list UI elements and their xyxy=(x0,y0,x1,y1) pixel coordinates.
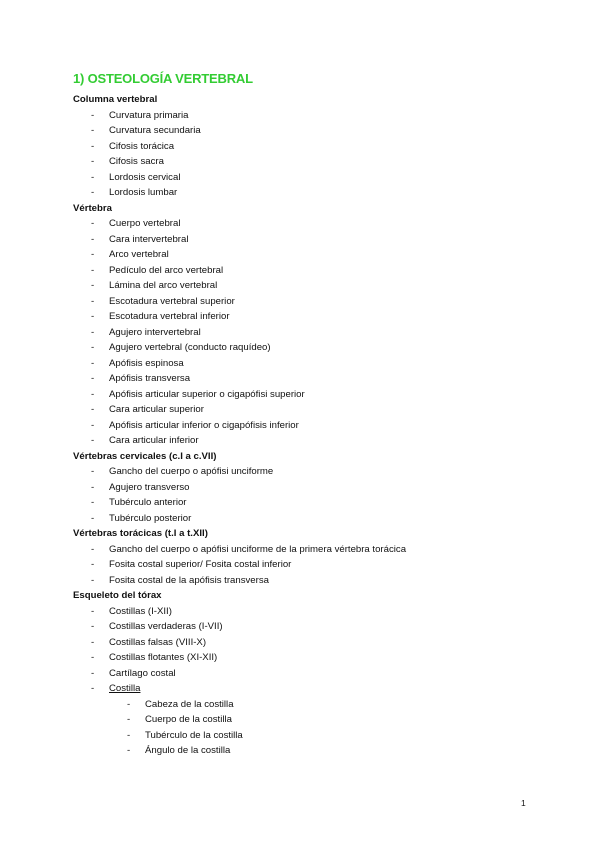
section-list xyxy=(73,604,573,759)
list-item-text: Costillas flotantes (XI-XII) xyxy=(109,652,218,663)
document-title: 1) OSTEOLOGÍA VERTEBRAL xyxy=(73,71,253,86)
list-item-text: Fosita costal de la apófisis transversa xyxy=(109,574,269,586)
bullet-dash: - xyxy=(91,512,95,524)
list-item-text: Apófisis articular inferior o cigapófisis inferior xyxy=(109,419,299,431)
list-item-text: Curvatura primaria xyxy=(109,109,189,121)
list-item-text: Costilla xyxy=(109,683,141,694)
bullet-dash: - xyxy=(91,218,95,229)
list-item-text: Curvatura secundaria xyxy=(109,125,201,136)
bullet-dash: - xyxy=(91,605,95,617)
list-item xyxy=(73,340,573,356)
list-item-text: Tubérculo posterior xyxy=(109,512,192,524)
bullet-dash: - xyxy=(91,140,95,152)
list-item xyxy=(73,418,573,434)
bullet-dash: - xyxy=(127,714,131,725)
list-item-text: Cara articular inferior xyxy=(109,435,199,446)
list-item xyxy=(73,511,573,527)
list-item-text: Cara articular superior xyxy=(109,404,204,415)
section-heading: Vértebras cervicales (c.I a c.VII) xyxy=(73,450,217,462)
section-heading: Columna vertebral xyxy=(73,94,158,105)
list-item-text: Fosita costal superior/ Fosita costal inferior xyxy=(109,559,292,570)
list-item xyxy=(73,433,573,449)
bullet-dash: - xyxy=(91,295,95,307)
list-item xyxy=(73,278,573,294)
bullet-dash: - xyxy=(91,652,95,663)
list-item xyxy=(73,542,573,558)
section-list xyxy=(73,464,573,526)
list-item xyxy=(73,650,573,666)
list-item-text: Agujero intervertebral xyxy=(109,326,201,338)
list-item-text: Apófisis transversa xyxy=(109,373,191,384)
list-item xyxy=(73,263,573,279)
sub-list-item xyxy=(73,728,573,744)
document-content xyxy=(73,92,573,759)
section-list xyxy=(73,108,573,201)
bullet-dash: - xyxy=(91,543,95,555)
list-item xyxy=(73,139,573,155)
list-item-text: Lámina del arco vertebral xyxy=(109,280,218,291)
list-item-text: Cifosis sacra xyxy=(109,156,164,167)
list-item-text: Agujero transverso xyxy=(109,481,190,493)
sub-list-item xyxy=(73,697,573,713)
list-item xyxy=(73,232,573,248)
bullet-dash: - xyxy=(91,187,95,198)
list-item-text: Costillas falsas (VIII-X) xyxy=(109,636,207,648)
bullet-dash: - xyxy=(91,280,95,291)
bullet-dash: - xyxy=(91,481,95,493)
list-item xyxy=(73,573,573,589)
list-item-text: Tubérculo de la costilla xyxy=(145,729,243,741)
bullet-dash: - xyxy=(91,326,95,338)
list-item xyxy=(73,325,573,341)
list-item xyxy=(73,402,573,418)
list-item xyxy=(73,356,573,372)
list-item-text: Cuerpo de la costilla xyxy=(145,714,232,725)
list-item-text: Apófisis espinosa xyxy=(109,357,184,369)
list-item-text: Tubérculo anterior xyxy=(109,497,187,508)
bullet-dash: - xyxy=(91,125,95,136)
bullet-dash: - xyxy=(91,466,95,477)
list-item xyxy=(73,635,573,651)
bullet-dash: - xyxy=(91,233,95,245)
list-item-text: Ángulo de la costilla xyxy=(145,745,231,756)
list-item xyxy=(73,216,573,232)
list-item-text: Costillas (I-XII) xyxy=(109,605,172,617)
list-item xyxy=(73,185,573,201)
list-item xyxy=(73,247,573,263)
sub-list-item xyxy=(73,712,573,728)
list-item xyxy=(73,294,573,310)
list-item-text: Cifosis torácica xyxy=(109,140,175,152)
list-item-text: Cabeza de la costilla xyxy=(145,698,234,710)
bullet-dash: - xyxy=(91,264,95,276)
list-item-text: Agujero vertebral (conducto raquídeo) xyxy=(109,342,271,353)
bullet-dash: - xyxy=(91,559,95,570)
list-item-text: Cara intervertebral xyxy=(109,233,189,245)
bullet-dash: - xyxy=(127,745,131,756)
list-item xyxy=(73,480,573,496)
list-item xyxy=(73,604,573,620)
list-item xyxy=(73,108,573,124)
bullet-dash: - xyxy=(91,171,95,183)
list-item-text: Cartílago costal xyxy=(109,667,176,679)
list-item-text: Lordosis lumbar xyxy=(109,187,178,198)
list-item xyxy=(73,154,573,170)
bullet-dash: - xyxy=(91,357,95,369)
list-item xyxy=(73,495,573,511)
list-item-text: Escotadura vertebral superior xyxy=(109,295,235,307)
bullet-dash: - xyxy=(91,435,95,446)
section-heading: Vértebra xyxy=(73,202,112,214)
bullet-dash: - xyxy=(91,667,95,679)
bullet-dash: - xyxy=(91,388,95,400)
bullet-dash: - xyxy=(91,636,95,648)
bullet-dash: - xyxy=(91,621,95,632)
bullet-dash: - xyxy=(91,419,95,431)
bullet-dash: - xyxy=(127,729,131,741)
list-item-text: Escotadura vertebral inferior xyxy=(109,311,230,322)
list-item-text: Cuerpo vertebral xyxy=(109,218,181,229)
section-list xyxy=(73,216,573,449)
bullet-dash: - xyxy=(91,109,95,121)
bullet-dash: - xyxy=(91,373,95,384)
list-item xyxy=(73,619,573,635)
bullet-dash: - xyxy=(91,311,95,322)
bullet-dash: - xyxy=(127,698,131,710)
page-number: 1 xyxy=(521,798,526,808)
list-item xyxy=(73,371,573,387)
bullet-dash: - xyxy=(91,574,95,586)
bullet-dash: - xyxy=(91,683,95,694)
list-item xyxy=(73,123,573,139)
bullet-dash: - xyxy=(91,404,95,415)
list-item xyxy=(73,464,573,480)
list-item-text: Apófisis articular superior o cigapófisi superior xyxy=(109,388,305,400)
bullet-dash: - xyxy=(91,249,95,260)
section-heading: Esqueleto del tórax xyxy=(73,590,162,601)
list-item xyxy=(73,387,573,403)
bullet-dash: - xyxy=(91,342,95,353)
list-item-text: Gancho del cuerpo o apófisi unciforme de la primera vértebra torácica xyxy=(109,543,407,555)
list-item-text: Gancho del cuerpo o apófisi unciforme xyxy=(109,466,274,477)
list-item xyxy=(73,170,573,186)
section-list xyxy=(73,542,573,589)
list-item xyxy=(73,309,573,325)
list-item xyxy=(73,557,573,573)
list-item-text: Costillas verdaderas (I-VII) xyxy=(109,621,223,632)
bullet-dash: - xyxy=(91,156,95,167)
list-item-text: Arco vertebral xyxy=(109,249,169,260)
sub-list-item xyxy=(73,743,573,759)
list-item-text: Pedículo del arco vertebral xyxy=(109,264,224,276)
section-heading: Vértebras torácicas (t.I a t.XII) xyxy=(73,528,208,539)
list-item-text: Lordosis cervical xyxy=(109,171,181,183)
list-item xyxy=(73,666,573,682)
bullet-dash: - xyxy=(91,497,95,508)
list-item xyxy=(73,681,573,697)
